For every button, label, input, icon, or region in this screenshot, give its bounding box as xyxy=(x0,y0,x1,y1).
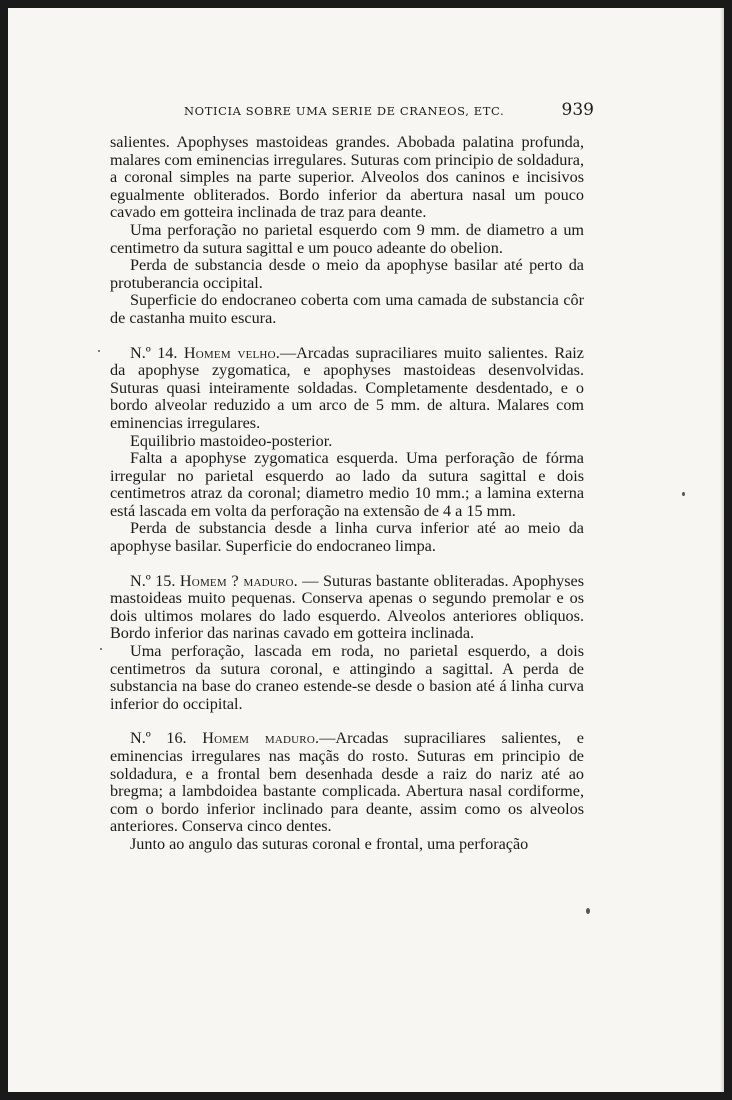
book-page xyxy=(8,8,724,1092)
paragraph: Uma perforação no parietal esquerdo com 9 mm. de diametro a um centimetro da sutura sagittal e um pouco adeante do obelion. xyxy=(110,220,584,257)
entry-heading: Homem maduro. xyxy=(202,729,320,748)
entry-15 xyxy=(110,573,584,643)
paragraph: Equilibrio mastoideo-posterior. xyxy=(130,431,333,450)
paper-speck xyxy=(98,350,100,352)
paragraph: Perda de substancia desde o meio da apophyse basilar até perto da protuberancia occipital. xyxy=(110,256,584,292)
entry-number: N.º 15. xyxy=(130,571,176,590)
body-text xyxy=(110,134,584,854)
paper-speck xyxy=(100,648,102,650)
paragraph: Junto ao angulo das suturas coronal e frontal, uma perforação xyxy=(130,834,529,853)
entry-16 xyxy=(110,730,584,836)
page-edge-shadow xyxy=(720,8,724,1092)
entry-heading: Homem ? maduro. xyxy=(179,571,298,590)
entry-number: N.º 16. xyxy=(130,729,187,748)
entry-heading: Homem velho. xyxy=(183,343,280,362)
entry-description: — Suturas bastante obliteradas. Apophyses mastoideas muito pequenas. Conserva apenas o segundo premolar e os dois ultimos molares do lado esquerdo. Alveolos anteriores obliquos. Bordo inferior das narinas cavado em gotteira inclinada. xyxy=(110,571,585,643)
entry-number: N.º 14. xyxy=(130,343,178,362)
paragraph: Falta a apophyse zygomatica esquerda. Uma perforação de fórma irregular no parietal esquerdo ao lado da sutura sagittal e dois centimetros atraz da coronal; diametro medio 10 mm.; a lamina externa está lascada em volta da perforação na extensão de 4 a 15 mm. xyxy=(110,449,584,520)
paper-speck xyxy=(682,492,685,496)
paper-speck xyxy=(586,908,590,914)
paragraph: Superficie do endocraneo coberta com uma camada de substancia côr de castanha muito escura. xyxy=(110,291,584,327)
entry-description: —Arcadas supraciliares salientes, e eminencias irregulares nas maçãs do rosto. Suturas em principio de soldadura, e a frontal bem desenhada desde a raiz do nariz até ao bregma; a lambdoidea bastante complicada. Abertura nasal cordiforme, com o bordo inferior inclinado para deante, assim como os alveolos anteriores. Conserva cinco dentes. xyxy=(110,729,584,836)
running-header xyxy=(108,100,594,122)
paragraph: Uma perforação, lascada em roda, no parietal esquerdo, a dois centimetros da sutura coronal, e attingindo a sagittal. A perda de substancia na base do craneo estende-se desde o basion até á linha curva inferior do occipital. xyxy=(110,642,584,713)
paragraph: Perda de substancia desde a linha curva inferior até ao meio da apophyse basilar. Superficie do endocraneo limpa. xyxy=(110,519,584,556)
entry-description: —Arcadas supraciliares muito salientes. Raiz da apophyse zygomatica, e apophyses mastoideas desenvolvidas. Suturas quasi inteiramente soldadas. Completamente desdentado, e o bordo alveolar reduzido a um arco de 5 mm. de altura. Malares com eminencias irregulares. xyxy=(110,343,584,432)
entry-14 xyxy=(110,345,584,433)
page-number: 939 xyxy=(561,100,594,120)
running-title: NOTICIA SOBRE UMA SERIE DE CRANEOS, ETC. xyxy=(184,104,505,118)
paragraph: salientes. Apophyses mastoideas grandes. Abobada palatina profunda, malares com eminencias irregulares. Suturas com principio de soldadura, a coronal simples na parte superior. Alveolos dos caninos e incisivos egualmente obliterados. Bordo inferior da abertura nasal um pouco cavado em gotteira inclinada de traz para deante. xyxy=(110,133,584,222)
